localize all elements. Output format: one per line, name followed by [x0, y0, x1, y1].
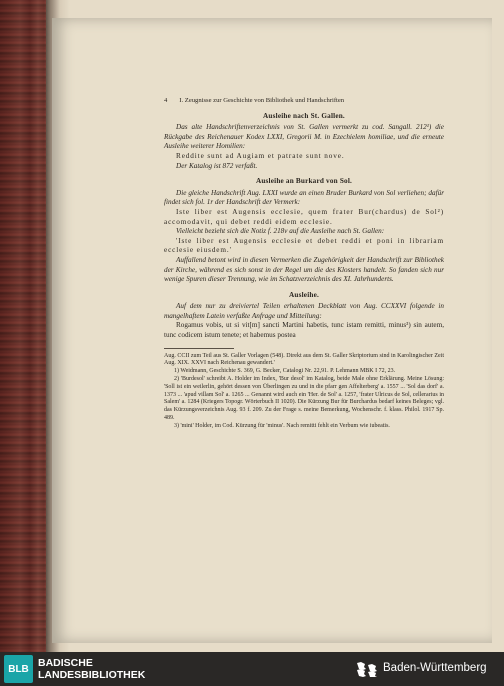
baden-wuerttemberg-lions-icon — [356, 661, 378, 678]
section-title-burkard: Ausleihe an Burkard von Sol. — [255, 177, 353, 186]
footnote-continuation: Aug. CCII zum Teil aus St. Galler Vorlagen (548). Direkt aus dem St. Galler Skriptorium sind in Karolingischer Zeit Aug. XIX. XXVI nach Reichenau gewandert.' — [164, 352, 444, 367]
book-spine-edge — [0, 0, 46, 652]
section-title-st-gallen: Ausleihe nach St. Gallen. — [263, 111, 345, 120]
footnote-3: 3) 'mini' Holder, im Cod. Kürzung für 'minus'. Nach remitti fehlt ein Verbum wie iubeatis. — [174, 422, 390, 429]
running-head: I. Zeugnisse zur Geschichte von Bibliothek und Handschriften — [179, 97, 345, 104]
running-header — [164, 96, 444, 106]
paragraph: Die gleiche Handschrift Aug. LXXI wurde an einen Bruder Burkard von Sol verliehen; dafür findet sich fol. 1r der Handschrift der Vermerk: — [164, 188, 444, 207]
footnote-2: 2) 'Burdesol' schreibt A. Holder im Index, 'Bur desol' im Katalog, beide Male ohne Erklärung. Meine Lösung: 'Soll ist ein weilerlin, gehört dessen von Überlingen zu und in die pfarr gen Affelterberg' a. 1557 ... 'Sol das dorf' a. 1373 ... 'apud villam Sol' a. 1265 ... Genannt wird auch ein 'Her. de Sol' a. 1257, 'frater Ulricus de Sol, cellerarius in Salem' a. 1284 (Kriegers Topogr. Wörterbuch II 1020). Die Kürzung Bur für Burchardus bedarf keines Beleges; vgl. das Kürzungsverzeichnis Aug. 93 f. 209. Zu der Frage s. meine Bemerkung, Wochenschr. f. klass. Philol. 1917 Sp. 489. — [164, 376, 444, 422]
state-name[interactable]: Baden-Württemberg — [383, 662, 487, 674]
footer-bar — [0, 652, 504, 686]
library-name-line2: LANDESBIBLIOTHEK — [38, 669, 146, 681]
footnotes — [164, 353, 444, 431]
paragraph: Das alte Handschriftenverzeichnis von St. Gallen vermerkt zu cod. Sangall. 212¹) die Rückgabe des Reichenauer Kodex LXXI, Gregorii M. in Ezechielem homiliae, und die erneute Ausleihe weiterer Homilien: — [164, 123, 444, 151]
library-name-line1: BADISCHE — [38, 657, 93, 669]
book-page — [52, 18, 492, 643]
latin-quote: 'Iste liber est Augensis ecclesie et debet reddi et poni in librariam ecclesie eiusdem.' — [164, 236, 444, 255]
paragraph: Der Katalog ist 872 verfaßt. — [176, 161, 258, 170]
paragraph: Vielleicht bezieht sich die Notiz f. 218v auf die Ausleihe nach St. Gallen: — [176, 227, 385, 236]
library-name[interactable] — [38, 657, 145, 681]
footnote-divider — [164, 348, 234, 349]
latin-quote: Rogamus vobis, ut si vit[m] sancti Martini habetis, tunc istam remitti, minus³) sin autem, tunc codicem istum tenete; et habemus postea — [164, 321, 444, 340]
page-number: 4 — [164, 97, 168, 104]
section-title-ausleihe: Ausleihe. — [289, 290, 319, 299]
paragraph: Auf dem nur zu dreiviertel Teilen erhaltenen Deckblatt von Aug. CCXXVI folgende in mangelhaftem Latein verfaßte Anfrage und Mitteilung: — [164, 302, 444, 320]
page-text-block — [164, 96, 444, 431]
latin-quote: Iste liber est Augensis ecclesie, quem frater Bur(chardus) de Sol²) accomodavit, qui debet reddi eidem ecclesie. — [164, 207, 444, 226]
footnote-1: 1) Weidmann, Geschichte S. 369, G. Becker, Catalogi Nr. 22,91. P. Lehmann MBK I 72, 23. — [174, 368, 396, 375]
latin-quote: Reddite sunt ad Augiam et patrate sunt nove. — [176, 151, 345, 160]
paragraph: Auffallend betont wird in diesen Vermerken die Zugehörigkeit der Handschrift zur Bibliothek der Kirche, während es sich sonst in der Regel um die des Klosters handelt. So fanden sich nur wenige Spuren dieser Trennung, wie im Schatzverzeichnis des XI. Jahrhunderts. — [164, 255, 444, 284]
blb-logo[interactable]: BLB — [4, 655, 33, 683]
